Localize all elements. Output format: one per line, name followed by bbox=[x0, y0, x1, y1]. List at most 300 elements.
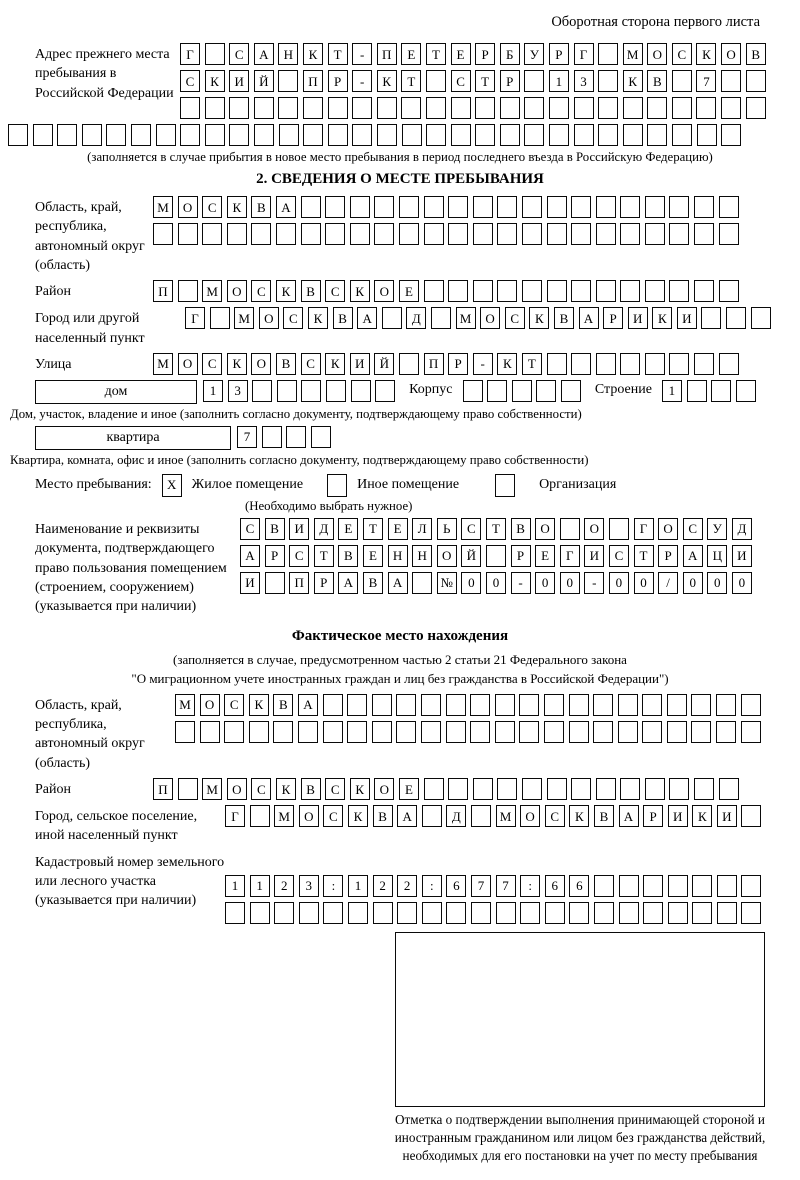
char-cell[interactable] bbox=[692, 875, 712, 897]
char-cell[interactable]: 2 bbox=[373, 875, 393, 897]
char-cell[interactable] bbox=[446, 902, 466, 924]
char-cell[interactable] bbox=[618, 694, 638, 716]
char-cell[interactable]: Г bbox=[225, 805, 245, 827]
char-cell[interactable] bbox=[500, 124, 520, 146]
char-cell[interactable] bbox=[397, 902, 417, 924]
char-cell[interactable] bbox=[180, 97, 200, 119]
char-cell[interactable] bbox=[278, 70, 298, 92]
char-cell[interactable]: С bbox=[672, 43, 692, 65]
char-cell[interactable]: 3 bbox=[228, 380, 248, 402]
char-cell[interactable]: О bbox=[227, 778, 247, 800]
char-cell[interactable] bbox=[424, 280, 444, 302]
char-cell[interactable] bbox=[175, 721, 195, 743]
char-cell[interactable]: 6 bbox=[446, 875, 466, 897]
char-cell[interactable] bbox=[451, 124, 471, 146]
char-cell[interactable]: Е bbox=[535, 545, 555, 567]
char-cell[interactable]: 0 bbox=[609, 572, 629, 594]
char-cell[interactable] bbox=[694, 196, 714, 218]
char-cell[interactable] bbox=[424, 223, 444, 245]
char-cell[interactable]: В bbox=[301, 778, 321, 800]
char-cell[interactable]: И bbox=[229, 70, 249, 92]
char-cell[interactable] bbox=[225, 902, 245, 924]
char-cell[interactable] bbox=[471, 902, 491, 924]
char-cell[interactable] bbox=[544, 694, 564, 716]
char-cell[interactable]: Р bbox=[314, 572, 334, 594]
char-cell[interactable]: 6 bbox=[569, 875, 589, 897]
char-cell[interactable] bbox=[352, 124, 372, 146]
char-cell[interactable]: К bbox=[652, 307, 672, 329]
char-cell[interactable] bbox=[373, 902, 393, 924]
char-cell[interactable] bbox=[741, 805, 761, 827]
char-cell[interactable] bbox=[741, 721, 761, 743]
char-cell[interactable]: 1 bbox=[662, 380, 682, 402]
char-cell[interactable]: 7 bbox=[237, 426, 257, 448]
char-cell[interactable]: 1 bbox=[348, 875, 368, 897]
char-cell[interactable] bbox=[82, 124, 102, 146]
char-cell[interactable]: В bbox=[554, 307, 574, 329]
char-cell[interactable] bbox=[620, 223, 640, 245]
char-cell[interactable]: К bbox=[377, 70, 397, 92]
char-cell[interactable]: П bbox=[377, 43, 397, 65]
char-cell[interactable] bbox=[399, 353, 419, 375]
char-cell[interactable] bbox=[687, 380, 707, 402]
char-cell[interactable] bbox=[643, 902, 663, 924]
char-cell[interactable] bbox=[697, 124, 717, 146]
char-cell[interactable] bbox=[205, 43, 225, 65]
char-cell[interactable] bbox=[571, 280, 591, 302]
char-cell[interactable]: Н bbox=[412, 545, 432, 567]
char-cell[interactable]: 7 bbox=[496, 875, 516, 897]
char-cell[interactable] bbox=[262, 426, 282, 448]
char-cell[interactable] bbox=[642, 694, 662, 716]
char-cell[interactable]: Т bbox=[634, 545, 654, 567]
char-cell[interactable] bbox=[536, 380, 556, 402]
char-cell[interactable]: Р bbox=[500, 70, 520, 92]
char-cell[interactable]: В bbox=[265, 518, 285, 540]
char-cell[interactable] bbox=[547, 353, 567, 375]
char-cell[interactable]: К bbox=[569, 805, 589, 827]
char-cell[interactable] bbox=[8, 124, 28, 146]
char-cell[interactable]: И bbox=[677, 307, 697, 329]
char-cell[interactable]: Д bbox=[446, 805, 466, 827]
char-cell[interactable]: С bbox=[505, 307, 525, 329]
char-cell[interactable] bbox=[412, 572, 432, 594]
char-cell[interactable]: С bbox=[202, 353, 222, 375]
char-cell[interactable] bbox=[276, 223, 296, 245]
char-cell[interactable] bbox=[619, 875, 639, 897]
char-cell[interactable] bbox=[431, 307, 451, 329]
char-cell[interactable]: И bbox=[668, 805, 688, 827]
char-cell[interactable] bbox=[57, 124, 77, 146]
char-cell[interactable] bbox=[522, 196, 542, 218]
char-cell[interactable] bbox=[473, 223, 493, 245]
char-cell[interactable]: С bbox=[451, 70, 471, 92]
char-cell[interactable]: О bbox=[251, 353, 271, 375]
char-cell[interactable] bbox=[746, 97, 766, 119]
char-cell[interactable] bbox=[701, 307, 721, 329]
char-cell[interactable]: К bbox=[276, 778, 296, 800]
char-cell[interactable] bbox=[301, 196, 321, 218]
char-cell[interactable]: А bbox=[338, 572, 358, 594]
char-cell[interactable] bbox=[691, 694, 711, 716]
char-cell[interactable]: 0 bbox=[560, 572, 580, 594]
char-cell[interactable] bbox=[598, 70, 618, 92]
char-cell[interactable] bbox=[463, 380, 483, 402]
char-cell[interactable] bbox=[716, 721, 736, 743]
char-cell[interactable]: О bbox=[299, 805, 319, 827]
char-cell[interactable]: О bbox=[520, 805, 540, 827]
char-cell[interactable]: В bbox=[301, 280, 321, 302]
char-cell[interactable] bbox=[696, 97, 716, 119]
char-cell[interactable]: К bbox=[249, 694, 269, 716]
char-cell[interactable] bbox=[301, 380, 321, 402]
char-cell[interactable]: О bbox=[584, 518, 604, 540]
checkbox-inoe-pomeshchenie[interactable] bbox=[327, 474, 347, 497]
char-cell[interactable] bbox=[372, 694, 392, 716]
char-cell[interactable] bbox=[669, 778, 689, 800]
char-cell[interactable]: О bbox=[200, 694, 220, 716]
char-cell[interactable] bbox=[669, 223, 689, 245]
char-cell[interactable]: В bbox=[511, 518, 531, 540]
char-cell[interactable] bbox=[620, 280, 640, 302]
char-cell[interactable]: 2 bbox=[274, 875, 294, 897]
char-cell[interactable] bbox=[202, 223, 222, 245]
char-cell[interactable] bbox=[131, 124, 151, 146]
char-cell[interactable]: В bbox=[746, 43, 766, 65]
char-cell[interactable]: - bbox=[511, 572, 531, 594]
char-cell[interactable] bbox=[596, 196, 616, 218]
char-cell[interactable]: Р bbox=[658, 545, 678, 567]
char-cell[interactable]: Ь bbox=[437, 518, 457, 540]
char-cell[interactable] bbox=[719, 223, 739, 245]
char-cell[interactable] bbox=[200, 721, 220, 743]
char-cell[interactable]: Г bbox=[185, 307, 205, 329]
char-cell[interactable] bbox=[623, 97, 643, 119]
char-cell[interactable]: С bbox=[251, 778, 271, 800]
char-cell[interactable] bbox=[571, 778, 591, 800]
char-cell[interactable]: С bbox=[325, 778, 345, 800]
char-cell[interactable]: Д bbox=[314, 518, 334, 540]
char-cell[interactable]: Р bbox=[643, 805, 663, 827]
char-cell[interactable] bbox=[571, 196, 591, 218]
char-cell[interactable]: С bbox=[251, 280, 271, 302]
char-cell[interactable] bbox=[512, 380, 532, 402]
char-cell[interactable] bbox=[560, 518, 580, 540]
char-cell[interactable]: А bbox=[240, 545, 260, 567]
char-cell[interactable]: Р bbox=[603, 307, 623, 329]
char-cell[interactable] bbox=[227, 223, 247, 245]
char-cell[interactable] bbox=[547, 778, 567, 800]
char-cell[interactable] bbox=[596, 778, 616, 800]
char-cell[interactable] bbox=[377, 124, 397, 146]
char-cell[interactable]: О bbox=[721, 43, 741, 65]
char-cell[interactable] bbox=[544, 721, 564, 743]
char-cell[interactable] bbox=[620, 353, 640, 375]
char-cell[interactable]: П bbox=[303, 70, 323, 92]
char-cell[interactable]: Р bbox=[265, 545, 285, 567]
char-cell[interactable] bbox=[298, 721, 318, 743]
char-cell[interactable] bbox=[598, 124, 618, 146]
char-cell[interactable] bbox=[561, 380, 581, 402]
char-cell[interactable]: Г bbox=[574, 43, 594, 65]
char-cell[interactable]: С bbox=[224, 694, 244, 716]
char-cell[interactable] bbox=[596, 223, 616, 245]
char-cell[interactable]: С bbox=[461, 518, 481, 540]
char-cell[interactable]: П bbox=[289, 572, 309, 594]
char-cell[interactable] bbox=[351, 380, 371, 402]
char-cell[interactable]: Й bbox=[254, 70, 274, 92]
char-cell[interactable] bbox=[301, 223, 321, 245]
char-cell[interactable] bbox=[372, 721, 392, 743]
char-cell[interactable]: У bbox=[707, 518, 727, 540]
char-cell[interactable]: К bbox=[529, 307, 549, 329]
char-cell[interactable]: А bbox=[254, 43, 274, 65]
char-cell[interactable]: О bbox=[647, 43, 667, 65]
char-cell[interactable] bbox=[254, 97, 274, 119]
char-cell[interactable]: О bbox=[658, 518, 678, 540]
char-cell[interactable]: Г bbox=[634, 518, 654, 540]
char-cell[interactable]: Е bbox=[451, 43, 471, 65]
char-cell[interactable] bbox=[667, 694, 687, 716]
char-cell[interactable] bbox=[473, 778, 493, 800]
char-cell[interactable] bbox=[374, 223, 394, 245]
char-cell[interactable]: Т bbox=[426, 43, 446, 65]
char-cell[interactable] bbox=[470, 694, 490, 716]
char-cell[interactable]: Т bbox=[314, 545, 334, 567]
char-cell[interactable]: В bbox=[276, 353, 296, 375]
char-cell[interactable] bbox=[524, 97, 544, 119]
char-cell[interactable]: С bbox=[609, 545, 629, 567]
char-cell[interactable]: С bbox=[301, 353, 321, 375]
char-cell[interactable]: Е bbox=[388, 518, 408, 540]
char-cell[interactable] bbox=[352, 97, 372, 119]
char-cell[interactable]: Р bbox=[475, 43, 495, 65]
char-cell[interactable]: Т bbox=[401, 70, 421, 92]
char-cell[interactable] bbox=[375, 380, 395, 402]
char-cell[interactable] bbox=[721, 97, 741, 119]
char-cell[interactable]: 0 bbox=[535, 572, 555, 594]
char-cell[interactable] bbox=[520, 902, 540, 924]
char-cell[interactable] bbox=[741, 694, 761, 716]
char-cell[interactable] bbox=[421, 694, 441, 716]
char-cell[interactable] bbox=[495, 721, 515, 743]
char-cell[interactable]: К bbox=[692, 805, 712, 827]
char-cell[interactable] bbox=[178, 280, 198, 302]
char-cell[interactable] bbox=[273, 721, 293, 743]
char-cell[interactable] bbox=[323, 721, 343, 743]
char-cell[interactable] bbox=[642, 721, 662, 743]
char-cell[interactable]: № bbox=[437, 572, 457, 594]
char-cell[interactable] bbox=[249, 721, 269, 743]
char-cell[interactable] bbox=[719, 353, 739, 375]
char-cell[interactable] bbox=[448, 280, 468, 302]
char-cell[interactable] bbox=[374, 196, 394, 218]
char-cell[interactable]: Л bbox=[412, 518, 432, 540]
char-cell[interactable] bbox=[669, 353, 689, 375]
char-cell[interactable] bbox=[286, 426, 306, 448]
char-cell[interactable]: Е bbox=[399, 280, 419, 302]
char-cell[interactable]: К bbox=[276, 280, 296, 302]
char-cell[interactable]: Р bbox=[549, 43, 569, 65]
char-cell[interactable] bbox=[545, 902, 565, 924]
char-cell[interactable] bbox=[448, 778, 468, 800]
char-cell[interactable] bbox=[549, 124, 569, 146]
char-cell[interactable]: И bbox=[289, 518, 309, 540]
char-cell[interactable]: К bbox=[350, 280, 370, 302]
char-cell[interactable] bbox=[328, 97, 348, 119]
char-cell[interactable]: П bbox=[153, 280, 173, 302]
char-cell[interactable] bbox=[497, 778, 517, 800]
char-cell[interactable] bbox=[736, 380, 756, 402]
char-cell[interactable]: 0 bbox=[634, 572, 654, 594]
char-cell[interactable] bbox=[274, 902, 294, 924]
char-cell[interactable]: И bbox=[350, 353, 370, 375]
char-cell[interactable] bbox=[620, 196, 640, 218]
char-cell[interactable] bbox=[574, 124, 594, 146]
char-cell[interactable]: М bbox=[175, 694, 195, 716]
char-cell[interactable]: П bbox=[424, 353, 444, 375]
char-cell[interactable]: Г bbox=[560, 545, 580, 567]
char-cell[interactable] bbox=[620, 778, 640, 800]
char-cell[interactable] bbox=[672, 97, 692, 119]
char-cell[interactable]: А bbox=[276, 196, 296, 218]
char-cell[interactable] bbox=[618, 721, 638, 743]
char-cell[interactable] bbox=[694, 778, 714, 800]
char-cell[interactable]: С bbox=[289, 545, 309, 567]
char-cell[interactable]: И bbox=[732, 545, 752, 567]
char-cell[interactable] bbox=[524, 124, 544, 146]
char-cell[interactable] bbox=[475, 124, 495, 146]
char-cell[interactable]: М bbox=[496, 805, 516, 827]
char-cell[interactable]: Д bbox=[406, 307, 426, 329]
char-cell[interactable]: М bbox=[153, 353, 173, 375]
char-cell[interactable] bbox=[496, 902, 516, 924]
char-cell[interactable]: М bbox=[456, 307, 476, 329]
char-cell[interactable] bbox=[645, 353, 665, 375]
char-cell[interactable]: : bbox=[520, 875, 540, 897]
char-cell[interactable] bbox=[669, 196, 689, 218]
char-cell[interactable] bbox=[726, 307, 746, 329]
char-cell[interactable]: Б bbox=[500, 43, 520, 65]
char-cell[interactable]: Т bbox=[363, 518, 383, 540]
char-cell[interactable]: Е bbox=[338, 518, 358, 540]
char-cell[interactable] bbox=[471, 805, 491, 827]
char-cell[interactable] bbox=[593, 694, 613, 716]
char-cell[interactable] bbox=[672, 70, 692, 92]
char-cell[interactable]: 3 bbox=[299, 875, 319, 897]
char-cell[interactable] bbox=[694, 353, 714, 375]
char-cell[interactable] bbox=[519, 694, 539, 716]
char-cell[interactable] bbox=[205, 124, 225, 146]
char-cell[interactable]: К bbox=[696, 43, 716, 65]
char-cell[interactable] bbox=[311, 426, 331, 448]
char-cell[interactable] bbox=[694, 223, 714, 245]
char-cell[interactable] bbox=[623, 124, 643, 146]
char-cell[interactable]: О bbox=[535, 518, 555, 540]
char-cell[interactable]: 0 bbox=[732, 572, 752, 594]
char-cell[interactable]: Е bbox=[363, 545, 383, 567]
char-cell[interactable] bbox=[106, 124, 126, 146]
char-cell[interactable]: Е bbox=[399, 778, 419, 800]
char-cell[interactable] bbox=[716, 694, 736, 716]
char-cell[interactable] bbox=[347, 694, 367, 716]
char-cell[interactable]: А bbox=[579, 307, 599, 329]
char-cell[interactable]: Н bbox=[278, 43, 298, 65]
char-cell[interactable] bbox=[422, 805, 442, 827]
char-cell[interactable] bbox=[396, 694, 416, 716]
char-cell[interactable]: С bbox=[325, 280, 345, 302]
char-cell[interactable] bbox=[569, 721, 589, 743]
char-cell[interactable]: П bbox=[153, 778, 173, 800]
char-cell[interactable]: 1 bbox=[549, 70, 569, 92]
char-cell[interactable]: В bbox=[594, 805, 614, 827]
char-cell[interactable] bbox=[156, 124, 176, 146]
char-cell[interactable]: - bbox=[473, 353, 493, 375]
char-cell[interactable]: М bbox=[202, 280, 222, 302]
char-cell[interactable]: М bbox=[202, 778, 222, 800]
char-cell[interactable]: Т bbox=[328, 43, 348, 65]
char-cell[interactable]: О bbox=[178, 196, 198, 218]
char-cell[interactable]: 6 bbox=[545, 875, 565, 897]
char-cell[interactable] bbox=[487, 380, 507, 402]
char-cell[interactable]: М bbox=[274, 805, 294, 827]
char-cell[interactable]: Ц bbox=[707, 545, 727, 567]
char-cell[interactable] bbox=[593, 721, 613, 743]
char-cell[interactable] bbox=[229, 97, 249, 119]
char-cell[interactable]: 0 bbox=[461, 572, 481, 594]
char-cell[interactable]: К bbox=[227, 196, 247, 218]
char-cell[interactable] bbox=[382, 307, 402, 329]
char-cell[interactable]: 7 bbox=[696, 70, 716, 92]
char-cell[interactable]: 1 bbox=[225, 875, 245, 897]
char-cell[interactable]: И bbox=[717, 805, 737, 827]
char-cell[interactable] bbox=[421, 721, 441, 743]
char-cell[interactable]: - bbox=[352, 70, 372, 92]
char-cell[interactable] bbox=[448, 223, 468, 245]
char-cell[interactable] bbox=[229, 124, 249, 146]
char-cell[interactable] bbox=[424, 196, 444, 218]
char-cell[interactable]: А bbox=[683, 545, 703, 567]
char-cell[interactable]: - bbox=[352, 43, 372, 65]
char-cell[interactable] bbox=[711, 380, 731, 402]
char-cell[interactable] bbox=[669, 280, 689, 302]
char-cell[interactable]: А bbox=[397, 805, 417, 827]
char-cell[interactable] bbox=[33, 124, 53, 146]
char-cell[interactable]: О bbox=[480, 307, 500, 329]
char-cell[interactable]: С bbox=[683, 518, 703, 540]
char-cell[interactable] bbox=[426, 124, 446, 146]
char-cell[interactable] bbox=[609, 518, 629, 540]
char-cell[interactable]: 0 bbox=[707, 572, 727, 594]
char-cell[interactable] bbox=[446, 694, 466, 716]
char-cell[interactable]: Е bbox=[401, 43, 421, 65]
char-cell[interactable] bbox=[694, 280, 714, 302]
char-cell[interactable] bbox=[401, 97, 421, 119]
char-cell[interactable] bbox=[692, 902, 712, 924]
char-cell[interactable] bbox=[422, 902, 442, 924]
char-cell[interactable]: И bbox=[584, 545, 604, 567]
char-cell[interactable] bbox=[402, 124, 422, 146]
char-cell[interactable] bbox=[619, 902, 639, 924]
char-cell[interactable] bbox=[647, 124, 667, 146]
char-cell[interactable] bbox=[741, 875, 761, 897]
char-cell[interactable] bbox=[424, 778, 444, 800]
char-cell[interactable]: 0 bbox=[486, 572, 506, 594]
char-cell[interactable] bbox=[299, 902, 319, 924]
char-cell[interactable]: С bbox=[240, 518, 260, 540]
char-cell[interactable] bbox=[594, 902, 614, 924]
char-cell[interactable]: Т bbox=[522, 353, 542, 375]
